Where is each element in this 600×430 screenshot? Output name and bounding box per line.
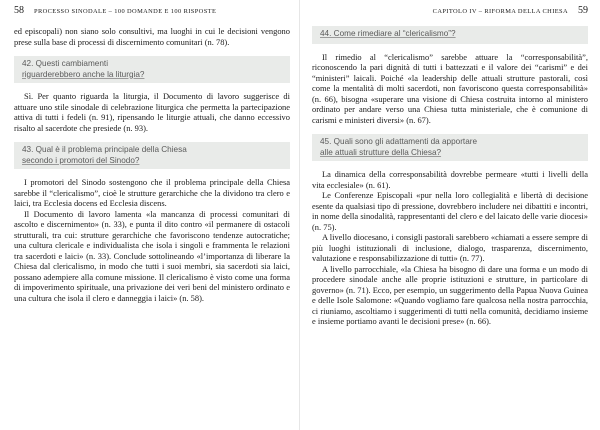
answer-44: Il rimedio al “clericalismo” sarebbe attuare la “corresponsabilità”, riconoscendo la pari dignità di tutti i battezzati e il valore dei “carismi” e dei “ministeri” laicali. Poiché «la leadership delle attuali strutture pastorali, così come la mentalità di molti sacerdoti, non favoriscono questa corresponsabilità» (n. 66), bisogna «superare una visione di Chiesa costruita intorno al ministero ordinato per andare verso una Chiesa tutta ministeriale, che è comunione di carismi e ministeri diversi» (n. 67). <box>312 51 588 125</box>
answer-45-paragraph-1: La dinamica della corresponsabilità dovrebbe permeare «tutti i livelli della vita ecclesiale» (n. 61). <box>312 169 588 190</box>
question-45-line2: alle attuali strutture della Chiesa? <box>320 147 442 157</box>
right-running-title: CAPITOLO IV – RIFORMA DELLA CHIESA <box>432 8 568 15</box>
answer-42: Sì. Per quanto riguarda la liturgia, il Documento di lavoro suggerisce di attuare uno stile sinodale di celebrazione liturgica che permetta la partecipazione attiva di tutti i fedeli (n. 91), ripensando le liturgie attuali, che danno eccessivo risalto al sacerdote che presiede (n. 93). <box>14 91 290 133</box>
question-44-line1: 44. Come rimediare al “clericalismo”? <box>320 29 456 38</box>
left-continuation-text: ed episcopali) non siano solo consultivi, ma luoghi in cui le decisioni vengono prese sulla base di processi di discernimento comunitari (n. 78). <box>14 26 290 47</box>
question-43-box <box>14 142 290 169</box>
answer-43-paragraph-1: I promotori del Sinodo sostengono che il problema principale della Chiesa sarebbe il “clericalismo”, cioè le strutture gerarchiche che la dividono tra clero e laici, tra Ecclesia docens ed Ecclesia discens. <box>14 177 290 208</box>
question-42-line2: riguarderebbero anche la liturgia? <box>22 69 145 79</box>
left-running-title: PROCESSO SINODALE – 100 DOMANDE E 100 RISPOSTE <box>34 8 217 15</box>
answer-45-paragraph-3: A livello diocesano, i consigli pastorali sarebbero «chiamati a essere sempre di più luoghi istituzionali di inclusione, dialogo, trasparenza, discernimento, valutazione e responsabilizzazione di tutti» (n. 77). <box>312 232 588 263</box>
right-page-number: 59 <box>578 5 588 16</box>
answer-43-paragraph-2: Il Documento di lavoro lamenta «la mancanza di processi comunitari di ascolto e discernimento» (n. 33), e punta il dito contro «il permanere di ostacoli strutturali, tra cui: strutture gerarchiche che favoriscono tendenze autocratiche; una cultura clericale e individualista che isola i singoli e frammenta le relazioni tra sacerdoti e laici» (n. 33). Conclude sottolineando «l’importanza di liberare la Chiesa dal clericalismo, in modo che tutti i suoi membri, sia sacerdoti sia laici, possano adempiere alla comune missione. Il clericalismo è visto come una forma di impoverimento spirituale, una privazione dei veri beni del ministero ordinato e una cultura che isola il clero e danneggia i laici» (n. 58). <box>14 208 290 303</box>
question-42-box <box>14 56 290 83</box>
left-page-number: 58 <box>14 5 24 16</box>
right-page <box>300 0 600 430</box>
right-running-head <box>312 6 588 17</box>
answer-45-paragraph-2: Le Conferenze Episcopali «pur nella loro collegialità e libertà di decisione esente da qualsiasi tipo di pressione, dovrebbero includere nei dibattiti e incontri, in nome della sinodalità, rappresentanti del clero e del laicato delle varie diocesi» (n. 75). <box>312 190 588 232</box>
question-42-line1: 42. Questi cambiamenti <box>22 59 109 68</box>
question-45-box <box>312 134 588 161</box>
question-43-line1: 43. Qual è il problema principale della Chiesa <box>22 145 187 154</box>
question-43-line2: secondo i promotori del Sinodo? <box>22 155 140 165</box>
answer-45-paragraph-4: A livello parrocchiale, «la Chiesa ha bisogno di dare una forma e un modo di procedere sinodale anche alle proprie istituzioni e strutture, in particolare di governo» (n. 71). Ecco, per esempio, un suggerimento della Papua Nuova Guinea e delle Isole Salomone: «Quando vogliamo fare qualcosa nella nostra parrocchia, ci riuniamo, ascoltiamo i suggerimenti di tutti nella comunità, decidiamo insieme e insieme portiamo avanti le decisioni prese» (n. 66). <box>312 263 588 326</box>
question-44-box <box>312 26 588 44</box>
question-45-line1: 45. Quali sono gli adattamenti da apportare <box>320 137 478 146</box>
left-running-head <box>14 6 290 17</box>
